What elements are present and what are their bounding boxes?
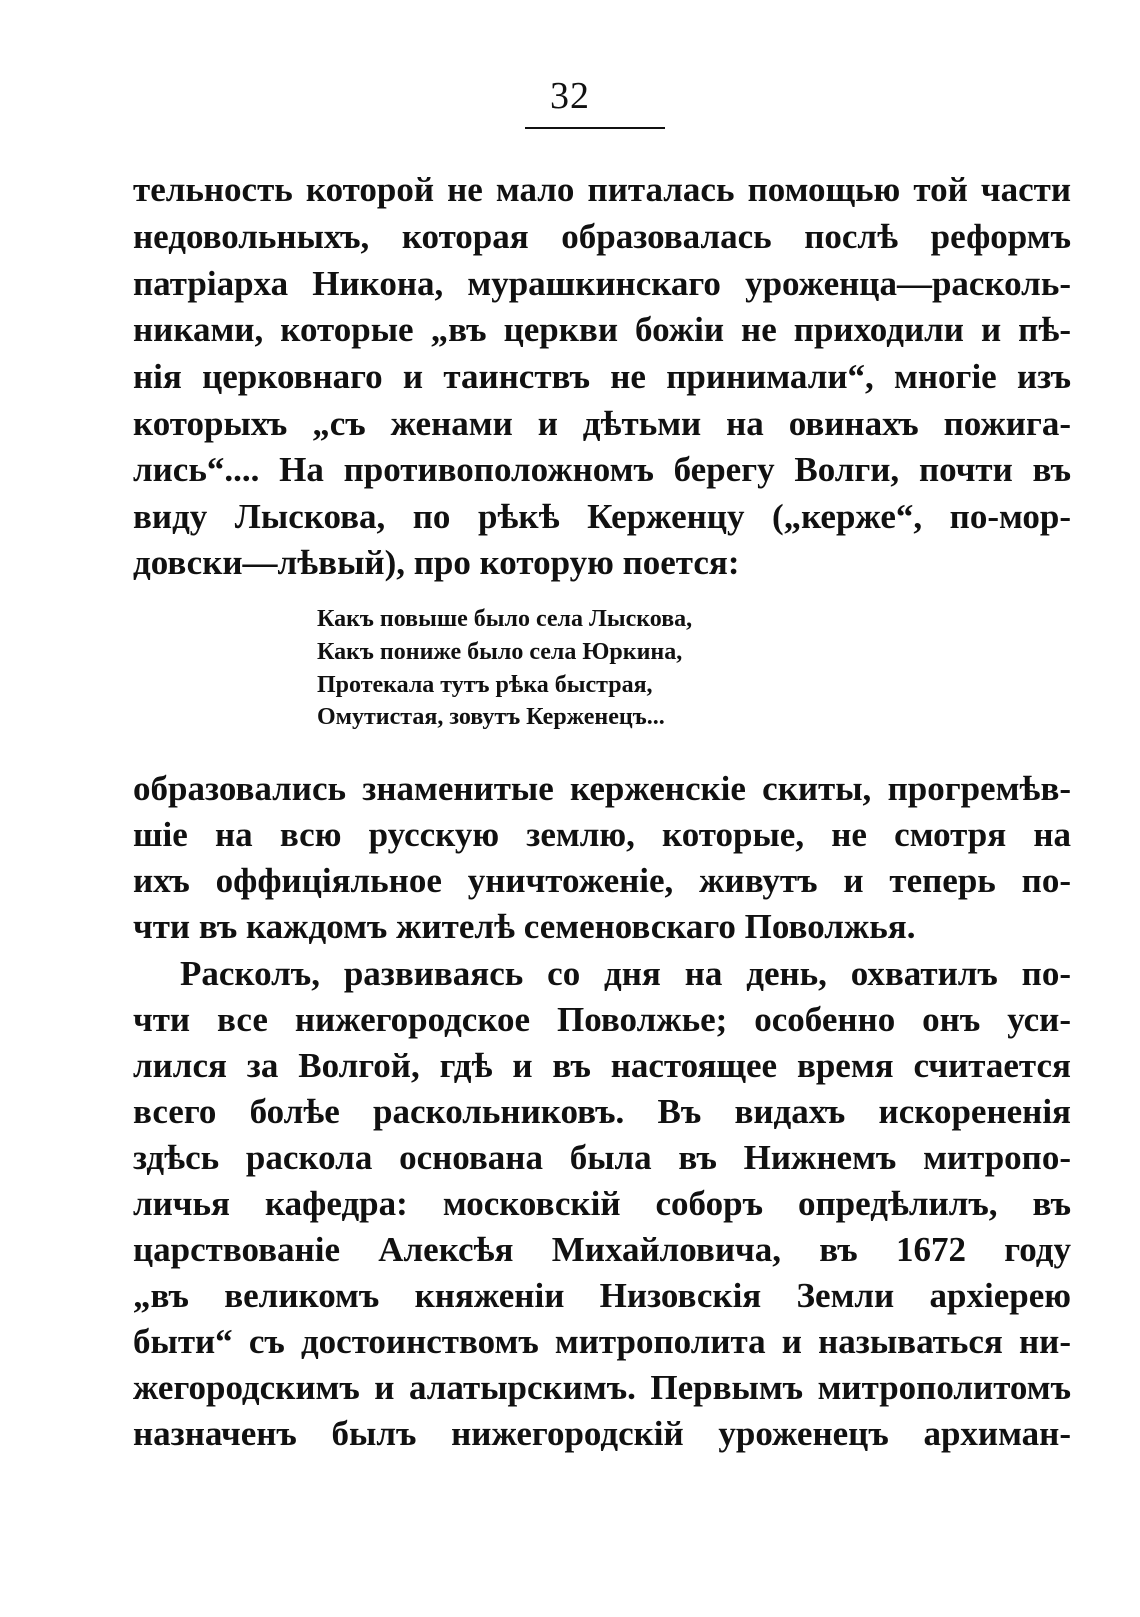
text-line: никами, которые „въ церкви божіи не приходили и пѣ- [133, 310, 1071, 349]
text-line: быти“ съ достоинствомъ митрополита и называться ни- [133, 1322, 1071, 1361]
text-line: личья кафедра: московскій соборъ опредѣлилъ, въ [133, 1184, 1071, 1223]
page-number: 32 [550, 75, 590, 117]
text-line: чти все нижегородское Поволжье; особенно онъ уси- [133, 1000, 1071, 1039]
text-line: которыхъ „съ женами и дѣтьми на овинахъ пожига- [133, 404, 1071, 443]
verse-line: Омутистая, зовутъ Керженецъ... [317, 704, 665, 730]
text-line: жегородскимъ и алатырскимъ. Первымъ митрополитомъ [133, 1368, 1071, 1407]
text-line: назначенъ былъ нижегородскій уроженецъ архиман- [133, 1414, 1071, 1453]
text-line: довски—лѣвый), про которую поется: [133, 543, 740, 582]
text-line: шіе на всю русскую землю, которые, не смотря на [133, 815, 1071, 854]
text-line: недовольныхъ, которая образовалась послѣ реформъ [133, 217, 1071, 256]
text-line: здѣсь раскола основана была въ Нижнемъ митропо- [133, 1138, 1071, 1177]
text-line: патріарха Никона, мурашкинскаго уроженца—расколь- [133, 264, 1071, 303]
text-line: виду Лыскова, по рѣкѣ Керженцу („керже“, по-мор- [133, 497, 1071, 536]
text-line: всего болѣе раскольниковъ. Въ видахъ искорененія [133, 1092, 1071, 1131]
text-line: нія церковнаго и таинствъ не принимали“, многіе изъ [133, 357, 1071, 396]
text-line: образовались знаменитые керженскіе скиты, прогремѣв- [133, 769, 1071, 808]
header-rule [525, 127, 665, 129]
text-line: Расколъ, развиваясь со дня на день, охватилъ по- [180, 954, 1071, 993]
text-line: лился за Волгой, гдѣ и въ настоящее время считается [133, 1046, 1071, 1085]
text-line: царствованіе Алексѣя Михайловича, въ 1672 году [133, 1230, 1071, 1269]
text-line: лись“.... На противоположномъ берегу Волги, почти въ [133, 450, 1071, 489]
text-line: чти въ каждомъ жителѣ семеновскаго Поволжья. [133, 907, 916, 946]
text-line: „въ великомъ княженіи Низовскія Земли архіерею [133, 1276, 1071, 1315]
verse-line: Какъ повыше было села Лыскова, [317, 606, 693, 632]
text-line: тельность которой не мало питалась помощью той части [133, 170, 1071, 209]
verse-line: Какъ пониже было села Юркина, [317, 639, 683, 665]
text-line: ихъ оффиціяльное уничтоженіе, живутъ и теперь по- [133, 861, 1071, 900]
verse-line: Протекала тутъ рѣка быстрая, [317, 672, 653, 698]
